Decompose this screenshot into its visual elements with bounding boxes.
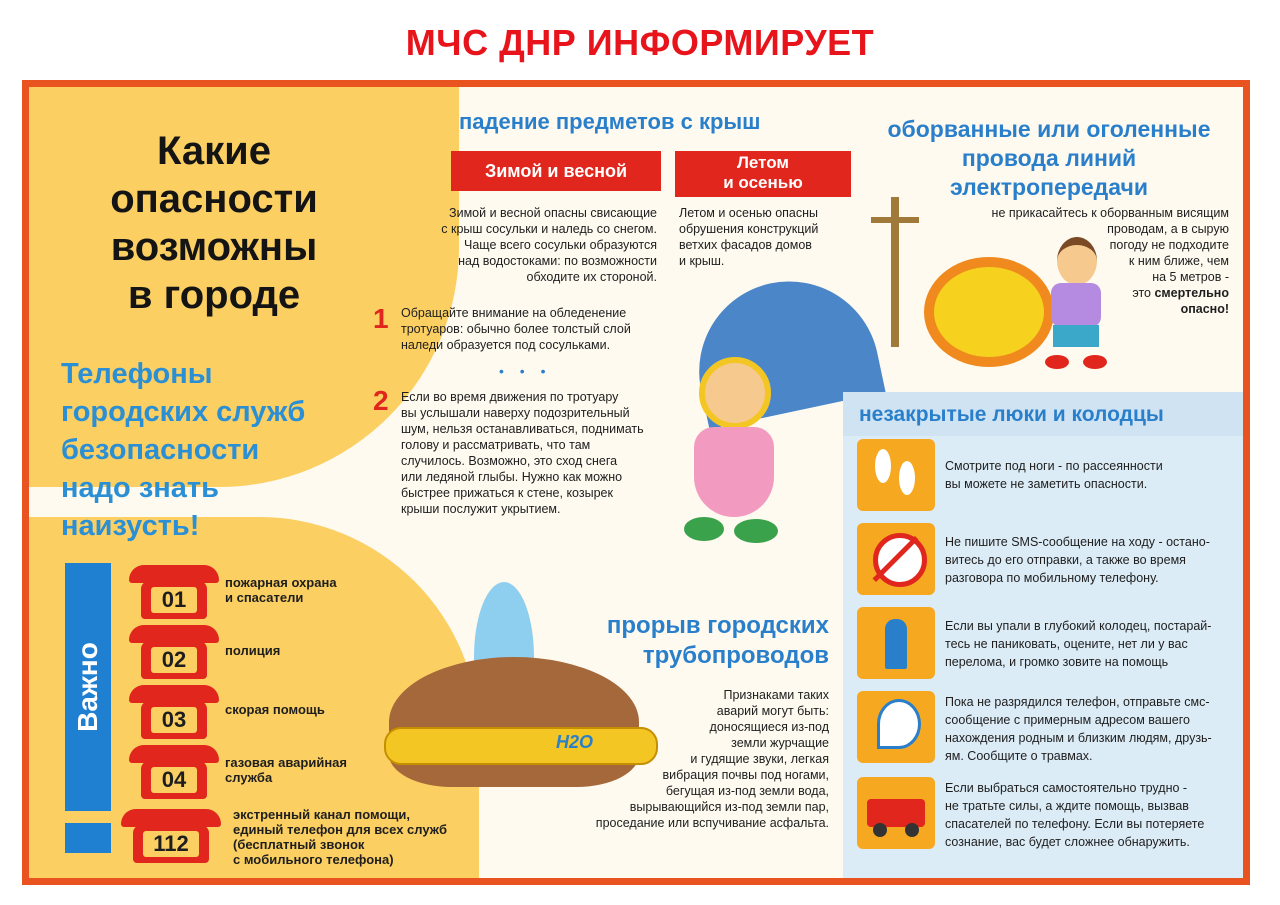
tip-number: 2 — [373, 385, 389, 416]
pipes-text: Признаками таких аварий могут быть: доносящиеся из-под земли журчащие и гудящие звуки, легкая вибрация почвы под ногами, бегущая из-под земли вода, вырывающийся из-под земли пар, проседание или вспучивание асфальта. — [595, 688, 829, 830]
phone-icon — [129, 625, 219, 680]
wires-section-title: оборванные или оголенные провода линий электропередачи — [887, 116, 1211, 200]
phone-label: экстренный канал помощи, единый телефон для всех служб (бесплатный звонок с мобильного телефона) — [233, 807, 448, 867]
winter-tab: Зимой и весной — [451, 151, 661, 191]
pole-crossbar — [871, 217, 919, 223]
phones-heading-line: наизусть! — [61, 510, 200, 542]
separator-dots: • • • — [499, 363, 552, 379]
phones-heading — [61, 355, 391, 545]
tip-number: 1 — [373, 303, 389, 334]
no-phone-icon — [857, 523, 935, 595]
hatches-section-title: незакрытые люки и колодцы — [859, 403, 1164, 426]
important-label-text: Важно — [72, 642, 103, 732]
phone-icon — [129, 745, 219, 800]
phones-heading-line: безопасности — [61, 434, 260, 466]
hatch-tip-text: Если выбраться самостоятельно трудно - не тратьте силы, а ждите помощь, вызвав спасателей по телефону. Если вы потеряете сознание, вас будет сложнее обнаружить. — [945, 781, 1205, 849]
page-title: МЧС ДНР ИНФОРМИРУЕТ — [405, 22, 875, 63]
main-heading-line: возможны — [110, 225, 318, 269]
phone-number: 04 — [161, 767, 187, 792]
phone-number: 02 — [161, 647, 187, 672]
phone-label: полиция — [225, 643, 281, 658]
roof-section-title: падение предметов с крыш — [459, 109, 761, 134]
hatch-tip-text: Не пишите SMS-сообщение на ходу - остано- витесь до его отправки, а также во время разговора по мобильному телефону. — [945, 535, 1210, 585]
phones-heading-line: надо знать — [61, 472, 219, 504]
main-heading-line: Какие — [156, 129, 271, 173]
main-heading-line: опасности — [110, 177, 318, 221]
fire-truck-icon — [857, 777, 935, 849]
hatch-tip-text: Пока не разрядился телефон, отправьте смс- сообщение с примерным адресом вашего нахождения родным и близким людям, друзь- ям. Сообщите о травмах. — [945, 695, 1212, 763]
phone-label: скорая помощь — [225, 702, 325, 717]
wires-text: не прикасайтесь к оборванным висящим проводам, а в сырую погоду не подходите к ним ближе, чем на 5 метров - это смертельно опасно! — [991, 206, 1229, 316]
pipes-section-title: прорыв городских трубопроводов — [606, 612, 829, 669]
person-in-well-icon — [857, 607, 935, 679]
main-heading — [89, 127, 339, 319]
phone-icon — [121, 809, 221, 864]
phones-heading-line: городских служб — [61, 396, 306, 428]
winter-text: Зимой и весной опасны свисающие с крыш сосульки и наледь со снегом. Чаще всего сосульки образуются над водостоками: по возможности обходите их стороной. — [441, 206, 657, 284]
important-bar-bottom — [65, 823, 111, 853]
phone-number: 112 — [153, 831, 189, 856]
poster — [22, 80, 1250, 885]
pipe-label: H2O — [556, 732, 594, 752]
phone-number: 01 — [161, 587, 187, 612]
main-heading-line: в городе — [127, 273, 301, 317]
important-label — [65, 563, 111, 811]
tip2-text: Если во время движения по тротуару вы услышали наверху подозрительный шум, нельзя останавливаться, поднимать голову и рассматривать, что там случилось. Возможно, это сход снега или ледяной глыбы. Нужно как можно быстрее прижаться к стене, козырек крыши послужит укрытием. — [401, 390, 644, 516]
phone-label: пожарная охрана и спасатели — [225, 575, 337, 605]
summer-tab: Летом и осенью — [675, 151, 851, 197]
girl-illustration — [679, 357, 789, 557]
phone-icon — [129, 565, 219, 620]
phone-label: газовая аварийная служба — [225, 755, 348, 785]
summer-text: Летом и осенью опасны обрушения конструкций ветхих фасадов домов и крыш. — [679, 206, 819, 268]
footprints-icon — [857, 439, 935, 511]
hatch-tip-text: Смотрите под ноги - по рассеянности вы можете не заметить опасности. — [945, 459, 1163, 491]
phone-icon — [129, 685, 219, 740]
phones-heading-line: Телефоны — [61, 358, 213, 390]
hatch-tip-text: Если вы упали в глубокий колодец, постарай- тесь не паниковать, оцените, нет ли у вас перелома, и громко зовите на помощь — [945, 619, 1212, 669]
phone-number: 03 — [161, 707, 187, 732]
phone-sms-icon — [857, 691, 935, 763]
tip1-text: Обращайте внимание на обледенение тротуаров: обычно более толстый слой наледи образуется под сосульками. — [401, 306, 631, 352]
